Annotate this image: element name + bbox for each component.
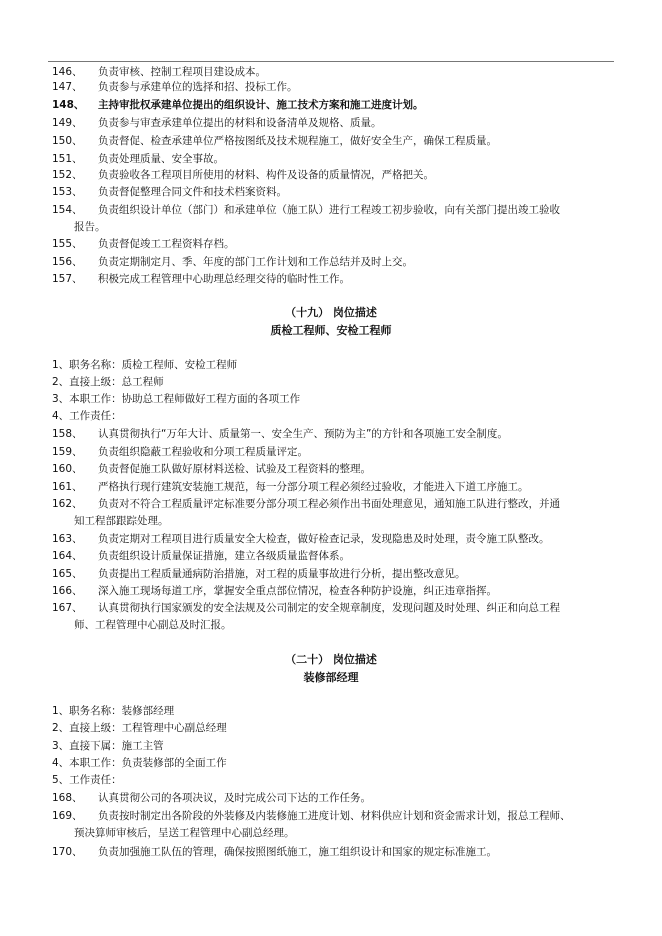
item-text: 深入施工现场每道工序，掌握安全重点部位情况，检查各种防护设施，纠正违章指挥。	[98, 585, 497, 597]
item-number: 146、	[52, 66, 83, 78]
item-number: 165、	[52, 568, 83, 580]
list-item	[52, 81, 298, 94]
item-text: 严格执行现行建筑安装施工规范，每一分部分项工程必须经过验收，才能进入下道工序施工。	[98, 481, 529, 493]
item-number: 160、	[52, 463, 83, 475]
item-text: 负责对不符合工程质量评定标准要分部分项工程必须作出书面处理意见，通知施工队进行整改，并通	[98, 498, 560, 510]
item-continuation: 师、工程管理中心副总及时汇报。	[74, 619, 232, 631]
list-item	[52, 792, 371, 805]
list-item	[52, 585, 497, 598]
header-rule	[48, 61, 614, 62]
item-text: 负责组织隐蔽工程验收和分项工程质量评定。	[98, 446, 308, 458]
item-number: 155、	[52, 238, 83, 250]
item-number: 158、	[52, 428, 83, 440]
list-item	[52, 273, 350, 286]
item-text: 积极完成工程管理中心助理总经理交待的临时性工作。	[98, 273, 350, 285]
list-item	[52, 533, 550, 546]
item-text: 负责组织设计质量保证措施，建立各级质量监督体系。	[98, 550, 350, 562]
item-number: 153、	[52, 186, 83, 198]
item-number: 163、	[52, 533, 83, 545]
item-number: 159、	[52, 446, 83, 458]
info-line: 3、直接下属：施工主管	[52, 740, 164, 752]
section-heading: （二十） 岗位描述	[285, 653, 377, 666]
list-item	[52, 446, 308, 459]
item-text: 负责提出工程质量通病防治措施，对工程的质量事故进行分析，提出整改意见。	[98, 568, 466, 580]
item-number: 161、	[52, 481, 83, 493]
info-line: 1、职务名称：装修部经理	[52, 705, 175, 717]
item-text: 负责督促施工队做好原材料送检、试验及工程资料的整理。	[98, 463, 371, 475]
item-text: 负责督促、检查承建单位严格按图纸及技术规程施工，做好安全生产，确保工程质量。	[98, 135, 497, 147]
list-item	[52, 204, 560, 217]
info-line: 2、直接上级：总工程师	[52, 376, 164, 388]
item-number: 156、	[52, 256, 83, 268]
info-line: 1、职务名称：质检工程师、安检工程师	[52, 359, 238, 371]
item-text: 负责处理质量、安全事故。	[98, 153, 224, 165]
item-text: 负责参与审查承建单位提出的材料和设备清单及规格、质量。	[98, 117, 382, 129]
item-number: 154、	[52, 204, 83, 216]
item-number: 170、	[52, 846, 83, 858]
item-text: 认真贯彻执行国家颁发的安全法规及公司制定的安全规章制度，发现问题及时处理、纠正和向总工程	[98, 602, 560, 614]
item-number: 169、	[52, 810, 83, 822]
section-subheading: 装修部经理	[303, 671, 359, 684]
list-item	[52, 463, 371, 476]
list-item	[52, 498, 560, 511]
item-text: 负责定期对工程项目进行质量安全大检查，做好检查记录，发现隐患及时处理，责令施工队整改。	[98, 533, 550, 545]
list-item	[52, 238, 235, 251]
item-continuation: 预决算师审核后，呈送工程管理中心副总经理。	[74, 827, 295, 839]
item-continuation: 知工程部跟踪处理。	[74, 515, 169, 527]
item-number: 162、	[52, 498, 83, 510]
info-line: 2、直接上级：工程管理中心副总经理	[52, 722, 227, 734]
info-line: 4、工作责任：	[52, 410, 122, 422]
list-item	[52, 66, 266, 79]
list-item	[52, 117, 382, 130]
list-item	[52, 256, 413, 269]
section-subheading: 质检工程师、安检工程师	[270, 324, 392, 337]
list-item	[52, 550, 350, 563]
item-text: 负责审核、控制工程项目建设成本。	[98, 66, 266, 78]
list-item	[52, 846, 497, 859]
item-number: 164、	[52, 550, 83, 562]
list-item	[52, 602, 560, 615]
item-number: 148、	[52, 99, 85, 111]
item-text: 负责督促整理合同文件和技术档案资料。	[98, 186, 287, 198]
item-number: 157、	[52, 273, 83, 285]
item-number: 151、	[52, 153, 83, 165]
list-item	[52, 810, 571, 823]
item-number: 149、	[52, 117, 83, 129]
list-item	[52, 135, 497, 148]
item-continuation: 报告。	[74, 221, 106, 233]
list-item	[52, 153, 224, 166]
item-text: 认真贯彻执行“万年大计、质量第一、安全生产、预防为主”的方针和各项施工安全制度。	[98, 428, 508, 440]
item-text: 负责参与承建单位的选择和招、投标工作。	[98, 81, 298, 93]
item-text: 负责按时制定出各阶段的外装修及内装修施工进度计划、材料供应计划和资金需求计划，报总工程师、	[98, 810, 571, 822]
item-number: 147、	[52, 81, 83, 93]
list-item	[52, 428, 508, 441]
list-item	[52, 481, 529, 494]
section-heading: （十九） 岗位描述	[285, 306, 377, 319]
list-item	[52, 99, 424, 112]
item-text: 负责加强施工队伍的管理，确保按照图纸施工，施工组织设计和国家的规定标准施工。	[98, 846, 497, 858]
item-number: 152、	[52, 169, 83, 181]
info-line: 4、本职工作：负责装修部的全面工作	[52, 757, 227, 769]
item-text: 负责验收各工程项目所使用的材料、构件及设备的质量情况，严格把关。	[98, 169, 434, 181]
list-item	[52, 169, 434, 182]
item-text: 负责督促竣工工程资料存档。	[98, 238, 235, 250]
item-number: 150、	[52, 135, 83, 147]
list-item	[52, 568, 466, 581]
item-number: 168、	[52, 792, 83, 804]
list-item	[52, 186, 287, 199]
item-number: 167、	[52, 602, 83, 614]
item-text: 主持审批权承建单位提出的组织设计、施工技术方案和施工进度计划。	[98, 99, 424, 111]
item-number: 166、	[52, 585, 83, 597]
item-text: 负责定期制定月、季、年度的部门工作计划和工作总结并及时上交。	[98, 256, 413, 268]
item-text: 认真贯彻公司的各项决议，及时完成公司下达的工作任务。	[98, 792, 371, 804]
info-line: 3、本职工作：协助总工程师做好工程方面的各项工作	[52, 393, 301, 405]
info-line: 5、工作责任：	[52, 774, 122, 786]
item-text: 负责组织设计单位（部门）和承建单位（施工队）进行工程竣工初步验收，向有关部门提出竣工验收	[98, 204, 560, 216]
